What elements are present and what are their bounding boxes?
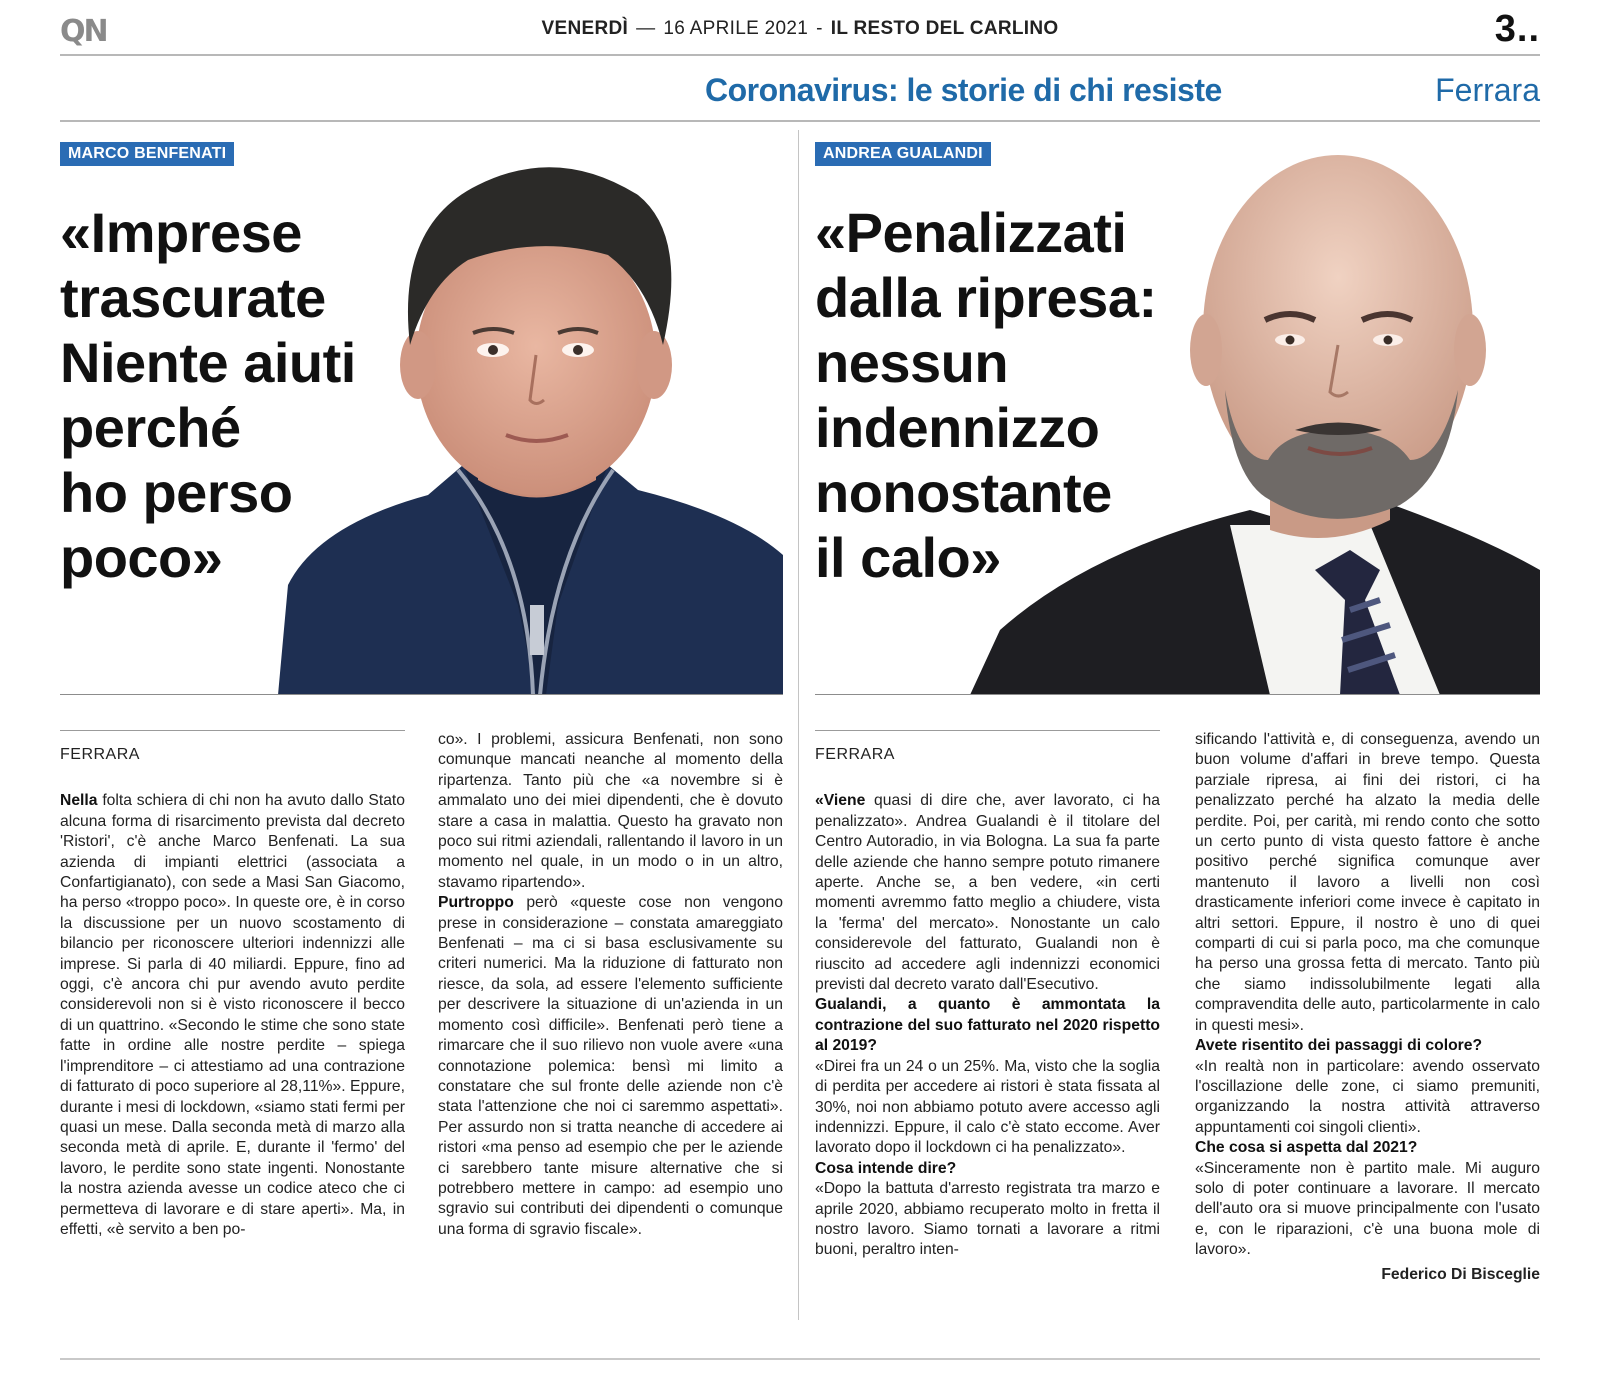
question-4: Che cosa si aspetta dal 2021? [1195, 1139, 1418, 1157]
qn-logo: QN [60, 14, 107, 49]
left-paragraph-1 [60, 791, 405, 1240]
masthead [60, 10, 1540, 54]
right-col3-text: quasi di dire che, aver lavorato, ci ha penalizzato». Andrea Gualandi è il titolare del Centro Autoradio, in via Bologna. La sua fa parte delle aziende che hanno sempre potuto rimanere aperte. Anche se, a ben vedere, «in certi momenti avremmo fatto meglio a chiudere, vista la 'ferma' del mercato». Nonostante un calo considerevole del fatturato, Gualandi non è riuscito ad accedere agli indennizzi economici previsti dal decreto varato dall'Esecutivo. [815, 792, 1161, 994]
right-dateline: FERRARA [815, 746, 895, 763]
section-title: Coronavirus: le storie di chi resiste [705, 72, 1222, 108]
right-interview-panel [815, 130, 1540, 695]
left-col2-paragraph-a: co». I problemi, assicura Benfenati, non sono comunque mancati neanche al momento della ripartenza. Tanto più che «a novembre si è ammalato uno dei miei dipendenti, che è dovuto stare a casa in malattia. Questo ha gravato non poco sui ritmi aziendali, rallentando il lavoro in un momento nel quale, in un modo o in un altro, stavamo ripartendo». [438, 731, 783, 891]
question-2: Cosa intende dire? [815, 1159, 957, 1177]
masthead-newspaper: IL RESTO DEL CARLINO [830, 18, 1059, 39]
masthead-day: VENERDÌ [541, 18, 629, 39]
right-paragraph-1 [815, 791, 1160, 995]
bottom-rule [60, 1358, 1540, 1360]
left-interview-panel [60, 130, 783, 695]
column-divider [798, 130, 799, 1320]
right-lead-word: «Viene [815, 792, 866, 810]
question-3: Avete risentito dei passaggi di colore? [1195, 1037, 1483, 1055]
left-article-col2 [438, 730, 783, 1240]
author-signature: Federico Di Bisceglie [1381, 1265, 1540, 1283]
portrait-photo-benfenati [278, 135, 783, 695]
left-article-col1 [60, 730, 405, 1240]
question-1: Gualandi, a quanto è ammontata la contrazione del suo fatturato nel 2020 rispetto al 2019? [815, 996, 1160, 1055]
left-col2-paragraph-b [438, 893, 783, 1240]
left-lead-word: Nella [60, 792, 98, 810]
left-col1-text: folta schiera di chi non ha avuto dallo Stato alcuna forma di risarcimento prevista dal decreto 'Ristori', c'è anche Marco Benfenati. La sua azienda di impianti elettrici (associata a Confartigianato), con sede a Masi San Giacomo, ha perso «troppo poco». In queste ore, è in corso la discussione per un nuovo scostamento di bilancio per riconoscere ulteriori indennizzi alle imprese. Si parla di 40 miliardi. Eppure, fino ad oggi, c'è ancora chi pur avendo avuto perdite considerevoli non si è visto riconoscere il becco di un quattrino. «Secondo le stime che sono state fatte in ordine alle nostre perdite – spiega l'imprenditore – ci attestiamo ad una contrazione di fatturato di poco superiore al 28,11%». Eppure, durante i mesi di lockdown, «siamo stati fermi per quasi un mese. Dalla seconda metà di marzo alla seconda metà di aprile. E, durante il 'fermo' del lavoro, le perdite sono state ingenti. Nonostante la nostra azienda avesse un codice ateco che ci permetteva di lavorare e di stare aperti». Ma, in effetti, «è servito a ben po- [60, 792, 405, 1238]
left-col2-lead-word: Purtroppo [438, 894, 514, 912]
answer-2-part-1: «Dopo la battuta d'arresto registrata tra marzo e aprile 2020, abbiamo recuperato molto in fretta il nostro lavoro. Siamo tornati a lavorare a ritmi buoni, peraltro inten- [815, 1180, 1160, 1259]
right-name-badge: ANDREA GUALANDI [815, 142, 991, 166]
left-photo-baseline [60, 694, 783, 695]
answer-4: «Sinceramente non è partito male. Mi auguro solo di poter continuare a lavorare. Il mercato dell'auto ora si muove principalmente con l'usato e, con le riparazioni, c'è una buona mole di lavoro». [1195, 1159, 1540, 1259]
right-headline: «Penalizzati dalla ripresa: nessun indennizzo nonostante il calo» [815, 201, 1157, 589]
answer-3: «In realtà non in particolare: avendo osservato l'oscillazione delle zone, ci siamo premuniti, organizzando la nostra attività attraverso appuntamenti coi singoli clienti». [1195, 1057, 1540, 1136]
section-city: Ferrara [1435, 72, 1540, 108]
left-dateline: FERRARA [60, 746, 140, 763]
section-rule [60, 120, 1540, 122]
answer-1: «Direi fra un 24 o un 25%. Ma, visto che la soglia di perdita per accedere ai ristori è stata fissata al 30%, noi non abbiamo potuto avere accesso agli indennizzi. Eppure, il calo c'è stato eccome. Aver lavorato dopo il lockdown ci ha penalizzato». [815, 1057, 1160, 1157]
left-name-badge: MARCO BENFENATI [60, 142, 234, 166]
masthead-rule [60, 54, 1540, 56]
left-col2-text-b: però «queste cose non vengono prese in considerazione – constata amareggiato Benfenati – ma ci si basa esclusivamente su criteri numerici. Ma la riduzione di fatturato non riesce, da sola, ad essere l'elemento sufficiente per descrivere la situazione di un'azienda in un momento così difficile». Benfenati però tiene a rimarcare che il suo rilievo non vuole avere «una connotazione polemica: bensì mi limito a constatare che sul fronte delle aziende non c'è stata l'attenzione che noi ci saremmo aspettati». Per assurdo non si tratta neanche di accedere ai ristori «ma penso ad esempio che per le aziende ci sarebbero tante misure alternative che si potrebbero mettere in campo: ad esempio uno sgravio sui contributi dei dipendenti o comunque una forma di sgravio fiscale». [438, 894, 783, 1238]
right-article-col2 [1195, 730, 1540, 1285]
masthead-date: 16 APRILE 2021 [663, 18, 809, 39]
answer-2-part-2: sificando l'attività e, di conseguenza, avendo un buon volume d'affari in breve tempo. Questa parziale ripresa, ai fini dei ristori, ci ha penalizzato perché ha alzato la media delle perdite. Poi, per carità, mi rendo conto che sotto un certo punto di vista questo fattore è anche positivo perché significa comunque aver mantenuto il lavoro a livelli non così drasticamente inferiori come invece è capitato in altri settori. Eppure, il nostro è uno di quei comparti di cui si parla poco, ma che comunque ha perso una grossa fetta di mercato. Tanto più che siamo indissolubilmente legati alla compravendita delle auto, particolarmente in calo in questi mesi». [1195, 731, 1540, 1034]
masthead-dateline: VENERDÌ — 16 APRILE 2021 - IL RESTO DEL CARLINO [541, 18, 1059, 39]
page-number: 3.. [1494, 8, 1540, 50]
portrait-photo-gualandi [970, 130, 1540, 695]
left-headline: «Imprese trascurate Niente aiuti perché ho perso poco» [60, 201, 356, 589]
section-bar [60, 68, 1540, 116]
right-article-col1 [815, 730, 1160, 1261]
right-photo-baseline [815, 694, 1540, 695]
